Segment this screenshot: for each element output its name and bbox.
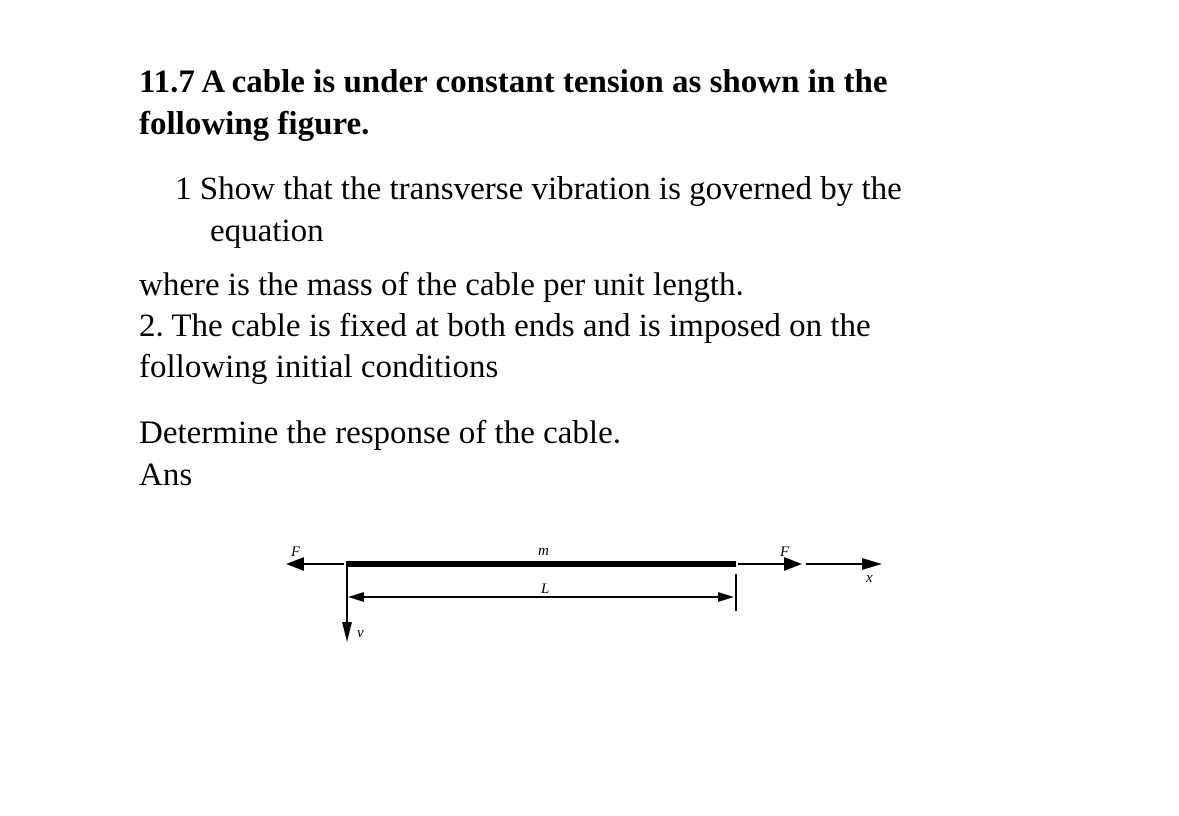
problem-title-line-1: 11.7 A cable is under constant tension as shown in the <box>139 64 888 100</box>
item-1-line-2: equation <box>210 213 324 249</box>
determine-line: Determine the response of the cable. <box>139 415 621 451</box>
x-axis-label: x <box>866 570 873 586</box>
mass-label: m <box>538 543 549 559</box>
left-force-label: F <box>291 544 301 560</box>
v-axis-arrow <box>342 564 352 642</box>
item-2-line-1: 2. The cable is fixed at both ends and is imposed on the <box>139 308 871 344</box>
item-2-line-2: following initial conditions <box>139 349 499 385</box>
ans-label: Ans <box>139 457 193 493</box>
v-axis-label: v <box>357 625 364 641</box>
right-force-label: F <box>780 544 790 560</box>
right-force-arrow <box>738 557 802 571</box>
where-line: where is the mass of the cable per unit length. <box>139 267 744 303</box>
cable <box>346 561 736 567</box>
item-1-line-1: 1 Show that the transverse vibration is governed by the <box>175 171 902 207</box>
length-label: L <box>541 581 550 597</box>
problem-title-line-2: following figure. <box>139 106 370 142</box>
x-axis-arrow <box>806 558 882 570</box>
